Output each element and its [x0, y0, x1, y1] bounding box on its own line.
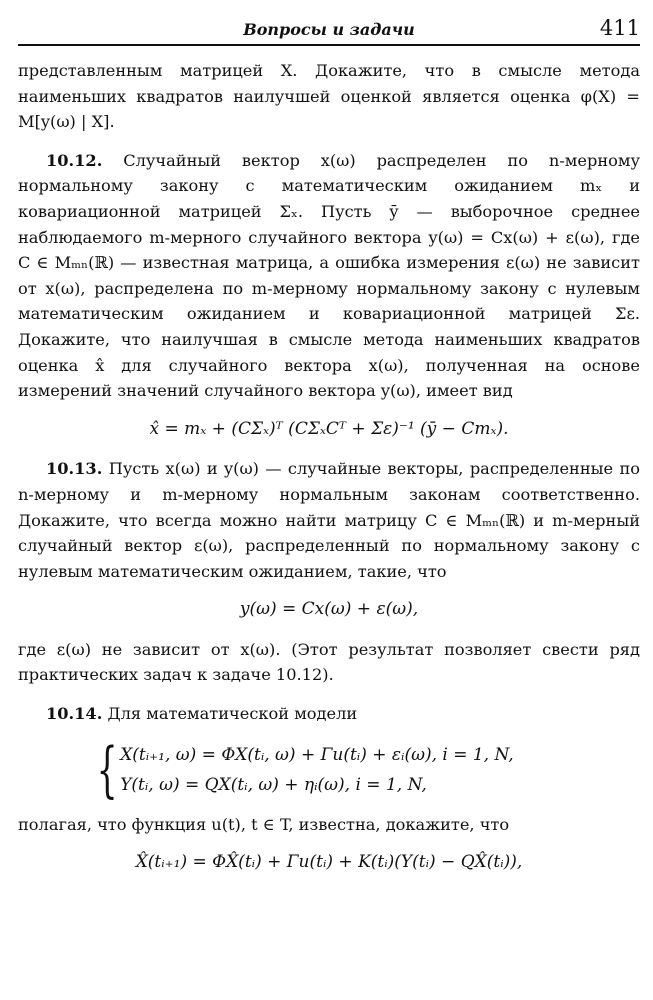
paragraph-remark: где ε(ω) не зависит от x(ω). (Этот результат позволяет свести ряд практических задач к задаче 10.12). — [18, 639, 640, 685]
header-rule — [18, 44, 640, 46]
paragraph-condition: полагая, что функция u(t), t ∈ T, известна, докажите, что — [18, 814, 510, 834]
formula-filter: X̂(tᵢ₊₁) = ΦX̂(tᵢ) + Γu(tᵢ) + K(tᵢ)(Y(tᵢ) − QX̂(tᵢ)), — [135, 852, 523, 873]
formula-estimate: x̂ = mₓ + (CΣₓ)ᵀ (CΣₓCᵀ + Σε)⁻¹ (ȳ − Cmₓ). — [149, 418, 509, 439]
formula-linear-model: y(ω) = Cx(ω) + ε(ω), — [239, 599, 419, 620]
page-number: 411 — [599, 16, 640, 40]
page-body — [18, 58, 640, 890]
problem-number: 10.12. — [46, 150, 103, 170]
problem-10-13 — [18, 456, 640, 584]
problem-text: Для математической модели — [107, 704, 358, 724]
left-brace: { — [96, 734, 118, 805]
problem-10-12 — [18, 148, 640, 404]
page-header — [18, 14, 640, 42]
paragraph-continuation: представленным матрицей X. Докажите, что в смысле метода наименьших квадратов наилучшей оценкой является оценка φ(X) = M[y(ω) | X]. — [18, 61, 640, 132]
problem-text: Пусть x(ω) и y(ω) — случайные векторы, распределенные по n-мерному и m-мерному нормальным законам соответственно. Докажите, что всегда можно найти матрицу C ∈ Mₘₙ(ℝ) и m-мерный случайный вектор ε(ω), распределенный по нормальному закону с нулевым математическим ожиданием, такие, что — [18, 459, 640, 581]
system-equation-observation: Y(tᵢ, ω) = QX(tᵢ, ω) + ηᵢ(ω), i = 1, N, — [120, 774, 427, 795]
problem-10-14 — [18, 701, 640, 727]
equation-system — [88, 734, 640, 805]
system-equation-state: X(tᵢ₊₁, ω) = ΦX(tᵢ, ω) + Γu(tᵢ) + εᵢ(ω), i = 1, N, — [120, 744, 514, 765]
problem-text: Случайный вектор x(ω) распределен по n-мерному нормальному закону с математическим ожиданием mₓ и ковариационной матрицей Σₓ. Пусть ȳ — выборочное среднее наблюдаемого m-мерного случайного вектора y(ω) = Cx(ω) + ε(ω), где C ∈ Mₘₙ(ℝ) — известная матрица, а ошибка измерения ε(ω) не зависит от x(ω), распределена по m-мерному нормальному закону с нулевым математическим ожиданием и ковариационной матрицей Σε. Докажите, что наилучшая в смысле метода наименьших квадратов оценка x̂ для случайного вектора x(ω), полученная на основе измерений значений случайного вектора y(ω), имеет вид — [18, 150, 640, 401]
running-title: Вопросы и задачи — [243, 20, 415, 39]
problem-number: 10.14. — [46, 704, 103, 724]
problem-number: 10.13. — [46, 459, 103, 479]
